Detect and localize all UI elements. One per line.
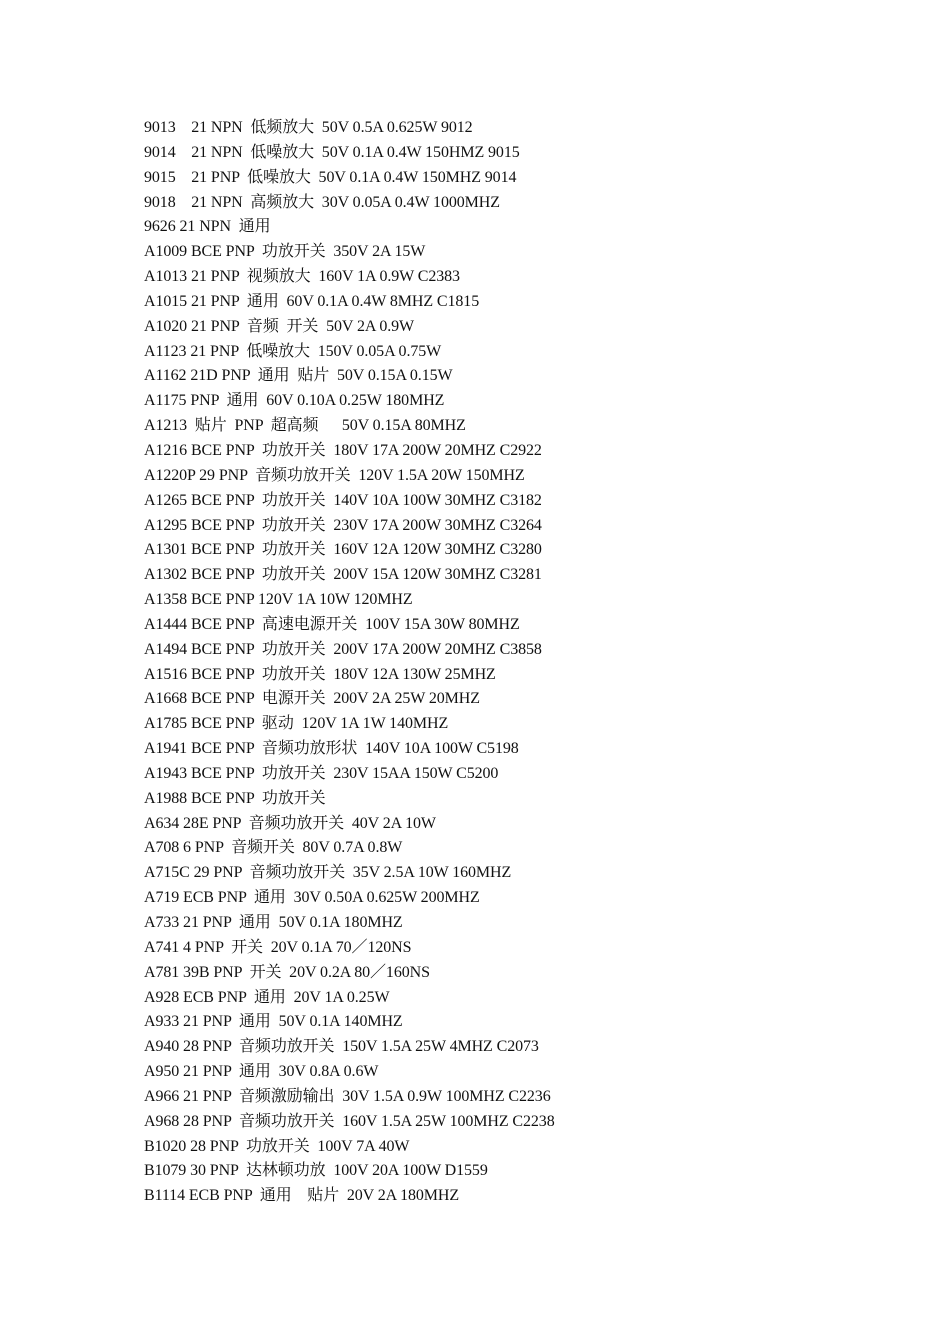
- list-item: 9015 21 PNP 低噪放大 50V 0.1A 0.4W 150MHZ 9014: [144, 168, 517, 186]
- list-item: A733 21 PNP 通用 50V 0.1A 180MHZ: [144, 914, 403, 931]
- list-item: A1494 BCE PNP 功放开关 200V 17A 200W 20MHZ C3858: [144, 640, 542, 658]
- list-item: A933 21 PNP 通用 50V 0.1A 140MHZ: [144, 1013, 403, 1031]
- list-item: A1516 BCE PNP 功放开关 180V 12A 130W 25MHZ: [144, 665, 496, 683]
- list-item: 9014 21 NPN 低噪放大 50V 0.1A 0.4W 150HMZ 9015: [144, 143, 520, 161]
- list-item: A719 ECB PNP 通用 30V 0.50A 0.625W 200MHZ: [144, 889, 480, 907]
- list-item: A1302 BCE PNP 功放开关 200V 15A 120W 30MHZ C3281: [144, 566, 542, 584]
- list-item: A1175 PNP 通用 60V 0.10A 0.25W 180MHZ: [144, 392, 445, 410]
- list-item: A1785 BCE PNP 驱动 120V 1A 1W 140MHZ: [144, 715, 449, 733]
- list-item: A1295 BCE PNP 功放开关 230V 17A 200W 30MHZ C3264: [144, 516, 542, 534]
- list-item: A1123 21 PNP 低噪放大 150V 0.05A 0.75W: [144, 342, 442, 360]
- list-item: A1009 BCE PNP 功放开关 350V 2A 15W: [144, 243, 426, 261]
- list-item: A708 6 PNP 音频开关 80V 0.7A 0.8W: [144, 839, 403, 857]
- list-item: A1220P 29 PNP 音频功放开关 120V 1.5A 20W 150MHZ: [144, 466, 525, 484]
- list-item: A950 21 PNP 通用 30V 0.8A 0.6W: [144, 1063, 379, 1081]
- list-item: A715C 29 PNP 音频功放开关 35V 2.5A 10W 160MHZ: [144, 864, 512, 882]
- list-item: A1013 21 PNP 视频放大 160V 1A 0.9W C2383: [144, 268, 460, 286]
- list-item: A1162 21D PNP 通用 贴片 50V 0.15A 0.15W: [144, 367, 453, 385]
- list-item: A966 21 PNP 音频激励输出 30V 1.5A 0.9W 100MHZ C2236: [144, 1087, 551, 1105]
- list-item: 9018 21 NPN 高频放大 30V 0.05A 0.4W 1000MHZ: [144, 193, 500, 211]
- list-item: A940 28 PNP 音频功放开关 150V 1.5A 25W 4MHZ C2073: [144, 1038, 539, 1056]
- list-item: 9013 21 NPN 低频放大 50V 0.5A 0.625W 9012: [144, 119, 473, 136]
- list-item: A1216 BCE PNP 功放开关 180V 17A 200W 20MHZ C2922: [144, 441, 542, 459]
- list-item: A741 4 PNP 开关 20V 0.1A 70／120NS: [144, 938, 412, 956]
- list-item: B1079 30 PNP 达林顿功放 100V 20A 100W D1559: [144, 1162, 488, 1180]
- list-item: A928 ECB PNP 通用 20V 1A 0.25W: [144, 988, 390, 1006]
- transistor-list: [144, 116, 904, 1209]
- list-item: A781 39B PNP 开关 20V 0.2A 80／160NS: [144, 963, 430, 981]
- list-item: A1020 21 PNP 音频 开关 50V 2A 0.9W: [144, 317, 415, 335]
- list-item: A968 28 PNP 音频功放开关 160V 1.5A 25W 100MHZ C2238: [144, 1112, 555, 1130]
- list-item: A1943 BCE PNP 功放开关 230V 15AA 150W C5200: [144, 764, 499, 782]
- list-item: A1988 BCE PNP 功放开关: [144, 789, 326, 807]
- list-item: 9626 21 NPN 通用: [144, 218, 271, 236]
- list-item: A1941 BCE PNP 音频功放形状 140V 10A 100W C5198: [144, 740, 519, 758]
- list-item: A1015 21 PNP 通用 60V 0.1A 0.4W 8MHZ C1815: [144, 292, 480, 310]
- list-item: A1444 BCE PNP 高速电源开关 100V 15A 30W 80MHZ: [144, 615, 520, 633]
- list-item: B1020 28 PNP 功放开关 100V 7A 40W: [144, 1137, 410, 1155]
- list-item: B1114 ECB PNP 通用 贴片 20V 2A 180MHZ: [144, 1187, 460, 1205]
- list-item: A1213 贴片 PNP 超高频 50V 0.15A 80MHZ: [144, 417, 466, 435]
- list-item: A1358 BCE PNP 120V 1A 10W 120MHZ: [144, 591, 413, 609]
- list-item: A1265 BCE PNP 功放开关 140V 10A 100W 30MHZ C3182: [144, 491, 542, 509]
- list-item: A634 28E PNP 音频功放开关 40V 2A 10W: [144, 814, 436, 832]
- list-item: A1668 BCE PNP 电源开关 200V 2A 25W 20MHZ: [144, 690, 480, 708]
- list-item: A1301 BCE PNP 功放开关 160V 12A 120W 30MHZ C3280: [144, 541, 542, 559]
